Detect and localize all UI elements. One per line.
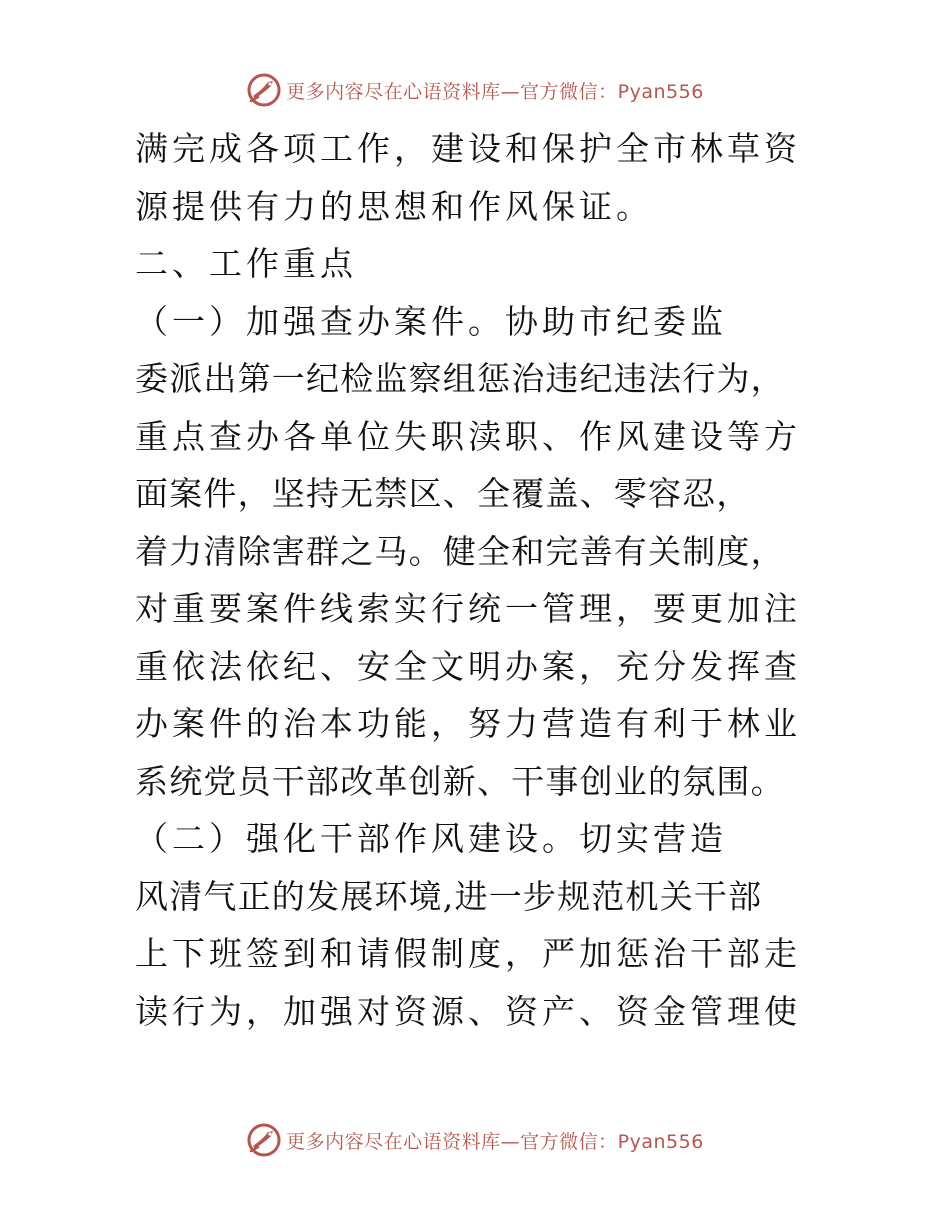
body-line: 系统党员干部改革创新、干事创业的氛围。 — [135, 761, 785, 801]
body-line: 重依法依纪、安全文明办案，充分发挥查 — [135, 646, 801, 686]
pen-logo-icon — [246, 72, 282, 108]
section-heading: 二、工作重点 — [135, 244, 357, 283]
footer-banner — [0, 1120, 950, 1160]
body-line: 办案件的治本功能，努力营造有利于林业 — [135, 704, 801, 743]
body-line: 重点查办各单位失职渎职、作风建设等方 — [135, 416, 801, 456]
body-line: 满完成各项工作，建设和保护全市林草资 — [135, 129, 801, 168]
body-line: 面案件，坚持无禁区、全覆盖、零容忍， — [135, 474, 751, 513]
body-line: 源提供有力的思想和作风保证。 — [135, 186, 653, 226]
body-line: 风清气正的发展环境,进一步规范机关干部 — [135, 876, 763, 916]
header-banner-text: 更多内容尽在心语资料库—官方微信：Pyan556 — [286, 80, 704, 103]
header-banner — [0, 70, 950, 110]
body-line: 对重要案件线索实行统一管理，要更加注 — [135, 589, 801, 628]
body-line: 读行为，加强对资源、资产、资金管理使 — [135, 991, 801, 1031]
footer-banner-text: 更多内容尽在心语资料库—官方微信：Pyan556 — [286, 1130, 704, 1153]
body-line: 委派出第一纪检监察组惩治违纪违法行为， — [135, 359, 785, 398]
body-line: 上下班签到和请假制度，严加惩治干部走 — [135, 934, 801, 973]
body-line: （二）强化干部作风建设。切实营造 — [135, 819, 727, 858]
pen-logo-icon — [246, 1122, 282, 1158]
document-body — [135, 120, 801, 1040]
body-line: 着力清除害群之马。健全和完善有关制度， — [135, 531, 785, 571]
body-line: （一）加强查办案件。协助市纪委监 — [135, 301, 727, 341]
